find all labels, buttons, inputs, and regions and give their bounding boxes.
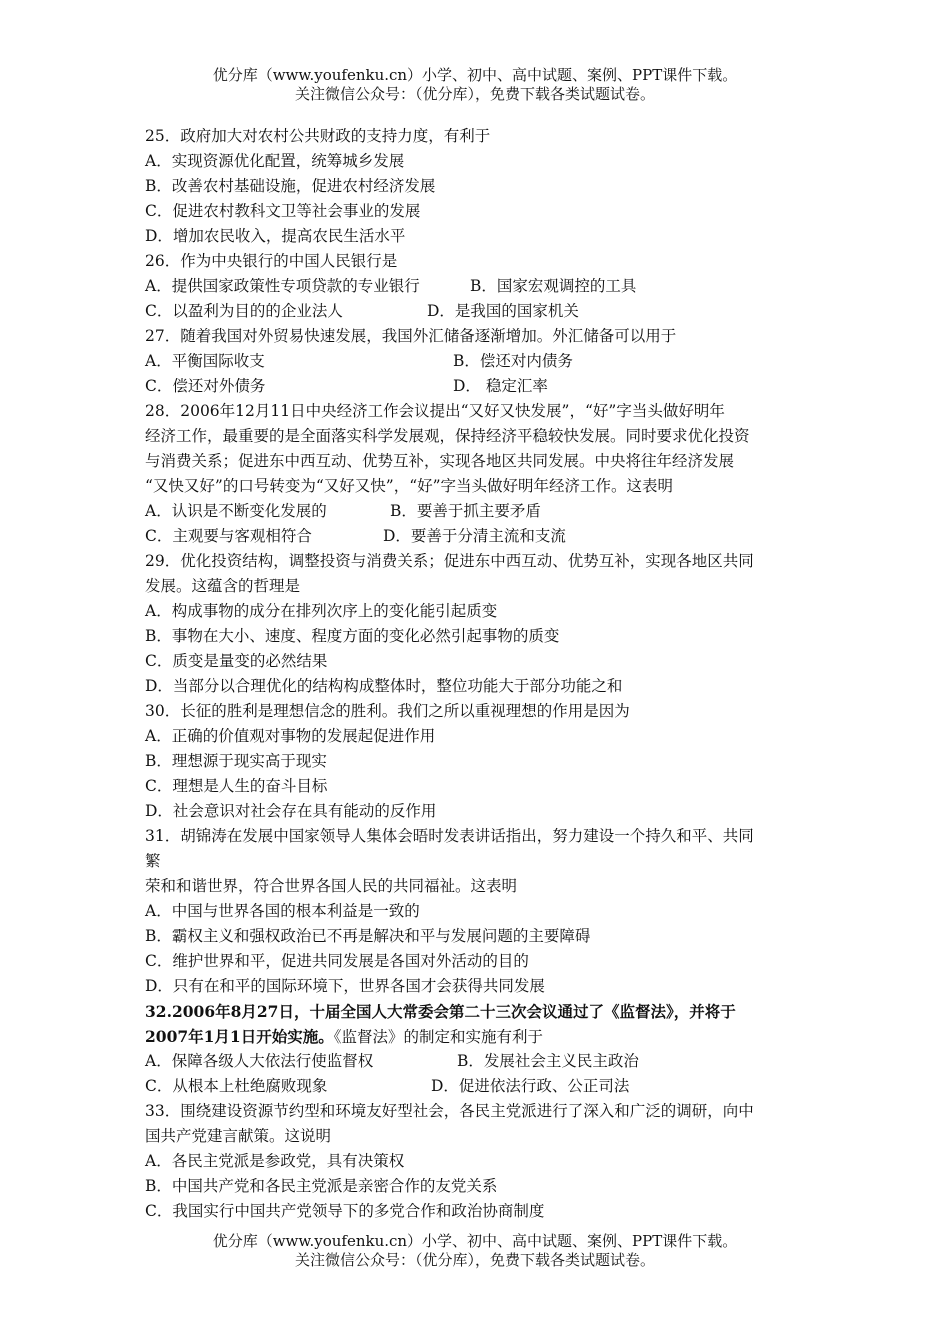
q32-options-ab [145,1049,810,1074]
q31-stem-line-2: 繁 [145,852,161,870]
header-line-2: 关注微信公众号：（优分库），免费下载各类试题试卷。 [294,85,655,103]
q27-options-ab [145,349,810,374]
q29-option-d: D．当部分以合理优化的结构构成整体时，整位功能大于部分功能之和 [145,677,623,695]
q28-option-a: A．认识是不断变化发展的 [145,502,327,520]
q33-option-b: B．中国共产党和各民主党派是亲密合作的友党关系 [145,1177,498,1195]
q31-option-b: B．霸权主义和强权政治已不再是解决和平与发展问题的主要障碍 [145,927,591,945]
q30-option-c: C．理想是人生的奋斗目标 [145,777,328,795]
footer-line-2: 关注微信公众号：（优分库），免费下载各类试题试卷。 [294,1251,655,1269]
q33-stem-line-2: 国共产党建言献策。这说明 [145,1127,332,1145]
q28-stem-line-4: “又快又好”的口号转变为“又好又快”，“好”字当头做好明年经济工作。这表明 [145,477,674,495]
q26-option-b: B．国家宏观调控的工具 [470,277,637,295]
page-footer [0,1232,950,1270]
footer-line-1: 优分库（www.youfenku.cn）小学、初中、高中试题、案例、PPT课件下载。 [212,1232,738,1250]
q27-option-a: A．平衡国际收支 [145,352,265,370]
q29-stem-line-1: 29．优化投资结构，调整投资与消费关系；促进东中西互动、优势互补，实现各地区共同 [145,552,754,570]
q27-stem: 27．随着我国对外贸易快速发展，我国外汇储备逐渐增加。外汇储备可以用于 [145,327,677,345]
q31-option-d: D．只有在和平的国际环境下，世界各国才会获得共同发展 [145,977,545,995]
q26-option-d: D．是我国的国家机关 [427,302,579,320]
q30-stem: 30．长征的胜利是理想信念的胜利。我们之所以重视理想的作用是因为 [145,702,630,720]
q29-stem-line-2: 发展。这蕴含的哲理是 [145,577,301,595]
q28-stem-line-3: 与消费关系；促进东中西互动、优势互补，实现各地区共同发展。中央将往年经济发展 [145,452,735,470]
q32-option-b: B．发展社会主义民主政治 [457,1052,639,1070]
q33-option-c: C．我国实行中国共产党领导下的多党合作和政治协商制度 [145,1202,545,1220]
q31-stem-line-3: 荣和和谐世界，符合世界各国人民的共同福祉。这表明 [145,877,518,895]
q29-option-a: A．构成事物的成分在排列次序上的变化能引起质变 [145,602,498,620]
q26-options-ab [145,274,810,299]
q27-option-b: B．偿还对内债务 [453,352,573,370]
header-line-1: 优分库（www.youfenku.cn）小学、初中、高中试题、案例、PPT课件下载。 [212,66,738,84]
q33-option-a: A．各民主党派是参政党，具有决策权 [145,1152,405,1170]
q26-option-c: C．以盈利为目的的企业法人 [145,302,343,320]
q30-option-b: B．理想源于现实高于现实 [145,752,327,770]
q28-stem-line-1: 28．2006年12月11日中央经济工作会议提出“又好又快发展”，“好”字当头做好明年 [145,402,725,420]
question-list [145,124,810,1224]
q32-option-d: D．促进依法行政、公正司法 [431,1077,630,1095]
q26-options-cd [145,299,810,324]
q28-options-cd [145,524,810,549]
q32-option-a: A．保障各级人大依法行使监督权 [145,1052,374,1070]
q32-stem-line-1: 32.2006年8月27日，十届全国人大常委会第二十三次会议通过了《监督法》，并将于 [145,1002,736,1021]
q25-option-d: D．增加农民收入，提高农民生活水平 [145,227,406,245]
q26-option-a: A．提供国家政策性专项贷款的专业银行 [145,277,420,295]
q31-stem-line-1: 31．胡锦涛在发展中国家领导人集体会晤时发表讲话指出，努力建设一个持久和平、共同 [145,827,754,845]
q25-stem: 25．政府加大对农村公共财政的支持力度，有利于 [145,127,491,145]
q28-options-ab [145,499,810,524]
q25-option-c: C．促进农村教科文卫等社会事业的发展 [145,202,421,220]
q32-stem-rest: 《监督法》的制定和实施有利于 [333,1028,543,1046]
q27-options-cd [145,374,810,399]
q27-option-d: D． 稳定汇率 [453,377,548,395]
q25-option-a: A．实现资源优化配置，统筹城乡发展 [145,152,405,170]
q29-option-b: B．事物在大小、速度、程度方面的变化必然引起事物的质变 [145,627,560,645]
q32-option-c: C．从根本上杜绝腐败现象 [145,1077,328,1095]
q30-option-d: D．社会意识对社会存在具有能动的反作用 [145,802,437,820]
page-header [0,66,950,104]
q32-stem-line-2 [145,1024,810,1049]
q33-stem-line-1: 33．围绕建设资源节约型和环境友好型社会，各民主党派进行了深入和广泛的调研，向中 [145,1102,754,1120]
q28-stem-line-2: 经济工作，最重要的是全面落实科学发展观，保持经济平稳较快发展。同时要求优化投资 [145,427,750,445]
q31-option-a: A．中国与世界各国的根本利益是一致的 [145,902,420,920]
q29-option-c: C．质变是量变的必然结果 [145,652,328,670]
q30-option-a: A．正确的价值观对事物的发展起促进作用 [145,727,436,745]
q32-effective-date: 2007年1月1日开始实施。 [145,1027,334,1046]
q26-stem: 26．作为中央银行的中国人民银行是 [145,252,398,270]
q28-option-c: C．主观要与客观相符合 [145,527,312,545]
q25-option-b: B．改善农村基础设施，促进农村经济发展 [145,177,436,195]
q28-option-b: B．要善于抓主要矛盾 [390,502,541,520]
q31-option-c: C．维护世界和平，促进共同发展是各国对外活动的目的 [145,952,529,970]
q27-option-c: C．偿还对外债务 [145,377,266,395]
q28-option-d: D．要善于分清主流和支流 [383,527,566,545]
q32-options-cd [145,1074,810,1099]
